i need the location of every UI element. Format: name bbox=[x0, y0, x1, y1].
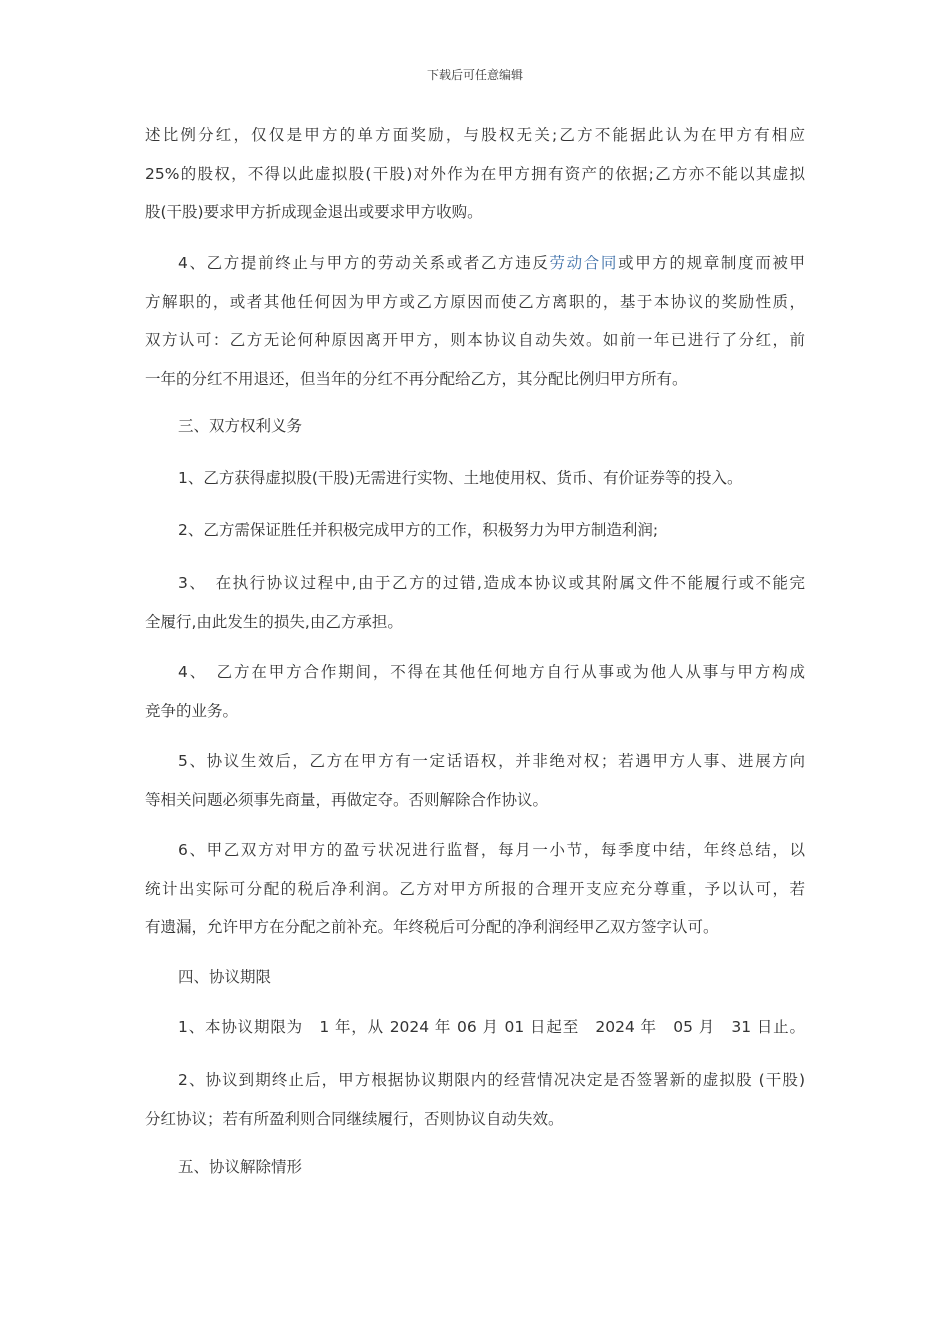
section-heading-rights bbox=[145, 407, 805, 446]
labor-contract-link[interactable]: 劳动合同 bbox=[549, 254, 619, 272]
text-line: 分红协议；若有所盈利则合同继续履行，否则协议自动失效。 bbox=[145, 1109, 564, 1128]
text-line: 竞争的业务。 bbox=[145, 701, 239, 720]
text-line: 方解职的，或者其他任何因为甲方或乙方原因而使乙方离职的，基于本协议的奖励性质， bbox=[145, 292, 805, 311]
paragraph-term-2 bbox=[145, 1061, 805, 1138]
text-segment: 4、乙方提前终止与甲方的劳动关系或者乙方违反 bbox=[178, 254, 550, 272]
paragraph-termination-clause bbox=[145, 244, 805, 398]
text-line: 双方认可：乙方无论何种原因离开甲方，则本协议自动失效。如前一年已进行了分红，前 bbox=[145, 331, 805, 349]
text-line: 3、 在执行协议过程中,由于乙方的过错,造成本协议或其附属文件不能履行或不能完 bbox=[178, 574, 805, 592]
text-line: 25%的股权，不得以此虚拟股(干股)对外作为在甲方拥有资产的依据;乙方亦不能以其虚拟 bbox=[145, 164, 805, 183]
section-title: 五、协议解除情形 bbox=[178, 1158, 303, 1176]
paragraph-rights-3 bbox=[145, 564, 805, 641]
text-line: 2、乙方需保证胜任并积极完成甲方的工作，积极努力为甲方制造利润; bbox=[178, 521, 659, 539]
section-heading-term bbox=[145, 958, 805, 997]
text-line: 述比例分红，仅仅是甲方的单方面奖励，与股权无关;乙方不能据此认为在甲方有相应 bbox=[145, 126, 805, 144]
text-line: 1、本协议期限为 1 年，从 2024 年 06 月 01 日起至 2024 年 05 月 31 日止。 bbox=[178, 1018, 805, 1036]
text-line: 股(干股)要求甲方折成现金退出或要求甲方收购。 bbox=[145, 203, 483, 221]
text-line: 一年的分红不用退还，但当年的分红不再分配给乙方，其分配比例归甲方所有。 bbox=[145, 369, 688, 388]
paragraph-rights-1 bbox=[145, 459, 805, 498]
text-line: 4、 乙方在甲方合作期间，不得在其他任何地方自行从事或为他人从事与甲方构成 bbox=[178, 663, 805, 681]
text-line: 5、协议生效后，乙方在甲方有一定话语权，并非绝对权；若遇甲方人事、进展方向 bbox=[178, 752, 805, 770]
paragraph-rights-6 bbox=[145, 831, 805, 947]
paragraph-rights-4 bbox=[145, 653, 805, 730]
text-line: 全履行,由此发生的损失,由乙方承担。 bbox=[145, 612, 403, 631]
text-segment: 或甲方的规章制度而被甲 bbox=[618, 254, 805, 272]
paragraph-term-1 bbox=[145, 1008, 805, 1047]
section-title: 三、双方权利义务 bbox=[178, 417, 303, 435]
text-line: 有遗漏，允许甲方在分配之前补充。年终税后可分配的净利润经甲乙双方签字认可。 bbox=[145, 918, 719, 936]
paragraph-rights-2 bbox=[145, 511, 805, 550]
section-title: 四、协议期限 bbox=[178, 968, 272, 986]
text-line: 2、协议到期终止后，甲方根据协议期限内的经营情况决定是否签署新的虚拟股 (干股) bbox=[178, 1071, 805, 1089]
text-line: 6、甲乙双方对甲方的盈亏状况进行监督，每月一小节，每季度中结，年终总结，以 bbox=[178, 841, 805, 859]
text-line: 统计出实际可分配的税后净利润。乙方对甲方所报的合理开支应充分尊重，予以认可，若 bbox=[145, 879, 805, 898]
section-heading-termination bbox=[145, 1148, 805, 1187]
text-line: 1、乙方获得虚拟股(干股)无需进行实物、土地使用权、货币、有价证券等的投入。 bbox=[178, 469, 743, 487]
paragraph-rights-5 bbox=[145, 742, 805, 819]
page-header: 下载后可任意编辑 bbox=[426, 68, 523, 82]
text-line bbox=[145, 244, 805, 283]
paragraph-dividend-clause bbox=[145, 116, 805, 232]
text-line: 等相关问题必须事先商量，再做定夺。否则解除合作协议。 bbox=[145, 790, 549, 809]
